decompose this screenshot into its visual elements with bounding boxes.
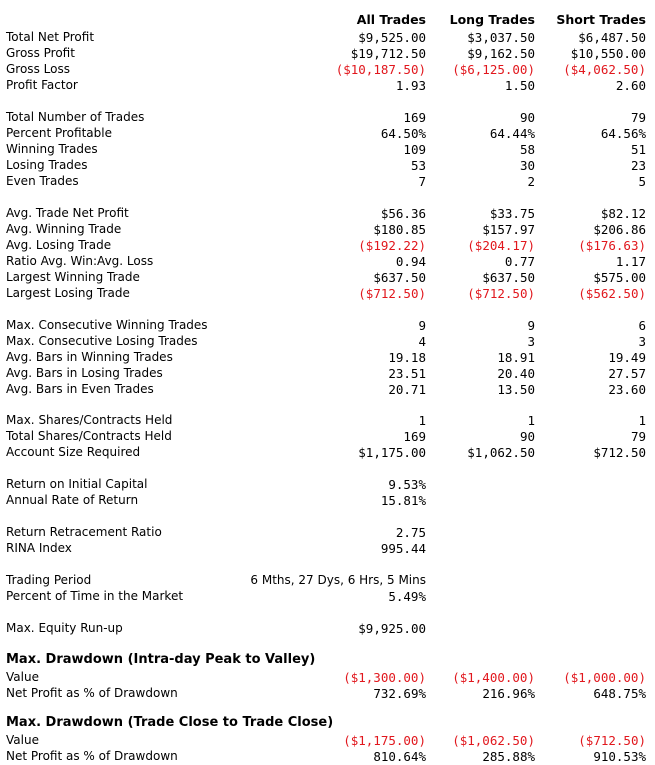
metric-label: Return on Initial Capital <box>6 477 148 491</box>
metric-row <box>0 541 655 557</box>
value-short-trades: 6 <box>638 318 646 333</box>
value-all-trades: ($712.50) <box>358 286 426 301</box>
value-long-trades: $1,062.50 <box>467 445 535 460</box>
value-all-trades: $637.50 <box>373 270 426 285</box>
value-short-trades: 79 <box>630 110 646 125</box>
metric-label: Max. Equity Run-up <box>6 621 123 635</box>
value-all-trades: 23.51 <box>388 366 426 381</box>
value-long-trades: ($6,125.00) <box>452 62 535 77</box>
metric-label: Trading Period <box>6 573 92 587</box>
value-all-trades: $9,925.00 <box>358 621 426 636</box>
value-all-trades: 19.18 <box>388 350 426 365</box>
metric-label: Net Profit as % of Drawdown <box>6 686 178 700</box>
value-long-trades: ($712.50) <box>467 286 535 301</box>
value-short-trades: $82.12 <box>600 206 646 221</box>
metric-label: Even Trades <box>6 174 79 188</box>
value-long-trades: 1 <box>527 413 535 428</box>
value-long-trades: 18.91 <box>497 350 535 365</box>
value-short-trades: ($1,000.00) <box>563 670 646 685</box>
drawdown-row <box>0 733 655 749</box>
metric-row <box>0 413 655 429</box>
metric-label: Avg. Trade Net Profit <box>6 206 129 220</box>
value-all-trades: ($1,175.00) <box>343 733 426 748</box>
metric-row <box>0 62 655 78</box>
value-all-trades: $9,525.00 <box>358 30 426 45</box>
metric-row <box>0 78 655 94</box>
metric-row <box>0 429 655 445</box>
header-short-trades: Short Trades <box>556 12 646 27</box>
metric-row <box>0 573 655 589</box>
metric-label: Value <box>6 670 39 684</box>
value-long-trades: 285.88% <box>482 749 535 764</box>
metric-label: Avg. Bars in Losing Trades <box>6 366 163 380</box>
value-short-trades: $575.00 <box>593 270 646 285</box>
value-long-trades: 13.50 <box>497 382 535 397</box>
metric-label: Annual Rate of Return <box>6 493 139 507</box>
metric-label: Avg. Winning Trade <box>6 222 122 236</box>
value-short-trades: $6,487.50 <box>578 30 646 45</box>
value-long-trades: 1.50 <box>504 78 535 93</box>
metric-row <box>0 270 655 286</box>
metric-row <box>0 30 655 46</box>
value-long-trades: $33.75 <box>489 206 535 221</box>
value-long-trades: $637.50 <box>482 270 535 285</box>
metric-row <box>0 158 655 174</box>
value-short-trades: ($176.63) <box>578 238 646 253</box>
value-all-trades: 9 <box>418 318 426 333</box>
metric-label: Largest Winning Trade <box>6 270 140 284</box>
metric-row <box>0 46 655 62</box>
metric-label: Max. Consecutive Losing Trades <box>6 334 198 348</box>
metric-row <box>0 206 655 222</box>
value-short-trades: 5 <box>638 174 646 189</box>
metric-row <box>0 318 655 334</box>
metric-row <box>0 382 655 398</box>
value-all-trades: 169 <box>403 110 426 125</box>
value-short-trades: 3 <box>638 334 646 349</box>
value-long-trades: 0.77 <box>504 254 535 269</box>
value-short-trades: 648.75% <box>593 686 646 701</box>
metric-label: Account Size Required <box>6 445 141 459</box>
metric-label: Total Shares/Contracts Held <box>6 429 172 443</box>
value-short-trades: 1 <box>638 413 646 428</box>
value-all-trades: ($192.22) <box>358 238 426 253</box>
metric-row <box>0 445 655 461</box>
metric-row <box>0 525 655 541</box>
value-long-trades: 3 <box>527 334 535 349</box>
metric-row <box>0 238 655 254</box>
value-all-trades: 2.75 <box>395 525 426 540</box>
value-short-trades: 64.56% <box>600 126 646 141</box>
value-short-trades: ($712.50) <box>578 733 646 748</box>
metric-label: Winning Trades <box>6 142 98 156</box>
metric-row <box>0 350 655 366</box>
value-all-trades: $56.36 <box>380 206 426 221</box>
value-all-trades: 109 <box>403 142 426 157</box>
value-long-trades: 64.44% <box>489 126 535 141</box>
value-all-trades: 53 <box>410 158 426 173</box>
value-all-trades: 5.49% <box>388 589 426 604</box>
value-short-trades: $712.50 <box>593 445 646 460</box>
metric-row <box>0 222 655 238</box>
value-long-trades: ($204.17) <box>467 238 535 253</box>
value-all-trades: 6 Mths, 27 Dys, 6 Hrs, 5 Mins <box>250 573 426 587</box>
metric-row <box>0 126 655 142</box>
metric-label: Avg. Losing Trade <box>6 238 112 252</box>
metric-label: Profit Factor <box>6 78 78 92</box>
metric-label: RINA Index <box>6 541 72 555</box>
value-all-trades: $1,175.00 <box>358 445 426 460</box>
metric-label: Max. Shares/Contracts Held <box>6 413 173 427</box>
value-long-trades: 2 <box>527 174 535 189</box>
drawdown-row <box>0 670 655 686</box>
metric-label: Total Net Profit <box>6 30 95 44</box>
metric-label: Avg. Bars in Even Trades <box>6 382 154 396</box>
value-long-trades: 216.96% <box>482 686 535 701</box>
metric-label: Total Number of Trades <box>6 110 145 124</box>
value-all-trades: 1.93 <box>395 78 426 93</box>
value-short-trades: 1.17 <box>615 254 646 269</box>
value-all-trades: ($1,300.00) <box>343 670 426 685</box>
value-all-trades: 9.53% <box>388 477 426 492</box>
value-short-trades: $206.86 <box>593 222 646 237</box>
metric-label: Avg. Bars in Winning Trades <box>6 350 173 364</box>
metric-label: Net Profit as % of Drawdown <box>6 749 178 763</box>
drawdown-section-title: Max. Drawdown (Intra-day Peak to Valley) <box>6 652 316 667</box>
value-all-trades: 732.69% <box>373 686 426 701</box>
metric-label: Percent of Time in the Market <box>6 589 184 603</box>
value-all-trades: $180.85 <box>373 222 426 237</box>
metric-label: Gross Loss <box>6 62 70 76</box>
value-long-trades: ($1,400.00) <box>452 670 535 685</box>
value-all-trades: $19,712.50 <box>350 46 426 61</box>
drawdown-section-title: Max. Drawdown (Trade Close to Trade Close) <box>6 715 334 730</box>
metric-row <box>0 621 655 637</box>
metric-label: Largest Losing Trade <box>6 286 130 300</box>
value-long-trades: 9 <box>527 318 535 333</box>
value-short-trades: 51 <box>630 142 646 157</box>
metric-label: Losing Trades <box>6 158 88 172</box>
value-short-trades: 19.49 <box>608 350 646 365</box>
value-short-trades: 23 <box>630 158 646 173</box>
metric-row <box>0 366 655 382</box>
metric-row <box>0 493 655 509</box>
value-all-trades: 810.64% <box>373 749 426 764</box>
metric-row <box>0 254 655 270</box>
header-all-trades: All Trades <box>356 12 426 27</box>
value-long-trades: $157.97 <box>482 222 535 237</box>
value-long-trades: $9,162.50 <box>467 46 535 61</box>
value-short-trades: ($562.50) <box>578 286 646 301</box>
value-short-trades: 23.60 <box>608 382 646 397</box>
value-all-trades: 64.50% <box>380 126 426 141</box>
value-long-trades: 20.40 <box>497 366 535 381</box>
value-long-trades: 30 <box>519 158 535 173</box>
metric-label: Gross Profit <box>6 46 75 60</box>
metric-row <box>0 286 655 302</box>
value-long-trades: 58 <box>519 142 535 157</box>
value-all-trades: 169 <box>403 429 426 444</box>
metric-label: Value <box>6 733 39 747</box>
value-all-trades: 1 <box>418 413 426 428</box>
metric-label: Percent Profitable <box>6 126 112 140</box>
metric-row <box>0 174 655 190</box>
value-all-trades: 4 <box>418 334 426 349</box>
value-all-trades: 995.44 <box>380 541 426 556</box>
value-short-trades: ($4,062.50) <box>563 62 646 77</box>
value-long-trades: $3,037.50 <box>467 30 535 45</box>
drawdown-row <box>0 749 655 765</box>
header-long-trades: Long Trades <box>449 12 535 27</box>
value-long-trades: ($1,062.50) <box>452 733 535 748</box>
value-short-trades: $10,550.00 <box>570 46 646 61</box>
drawdown-row <box>0 686 655 702</box>
metric-row <box>0 477 655 493</box>
metric-label: Ratio Avg. Win:Avg. Loss <box>6 254 154 268</box>
metric-label: Max. Consecutive Winning Trades <box>6 318 208 332</box>
value-all-trades: ($10,187.50) <box>335 62 426 77</box>
value-short-trades: 27.57 <box>608 366 646 381</box>
value-all-trades: 0.94 <box>395 254 426 269</box>
value-all-trades: 7 <box>418 174 426 189</box>
value-long-trades: 90 <box>519 429 535 444</box>
metric-row <box>0 589 655 605</box>
metric-label: Return Retracement Ratio <box>6 525 162 539</box>
value-all-trades: 15.81% <box>380 493 426 508</box>
metric-row <box>0 110 655 126</box>
value-short-trades: 910.53% <box>593 749 646 764</box>
metric-row <box>0 142 655 158</box>
value-short-trades: 79 <box>630 429 646 444</box>
value-long-trades: 90 <box>519 110 535 125</box>
value-all-trades: 20.71 <box>388 382 426 397</box>
value-short-trades: 2.60 <box>615 78 646 93</box>
metric-row <box>0 334 655 350</box>
